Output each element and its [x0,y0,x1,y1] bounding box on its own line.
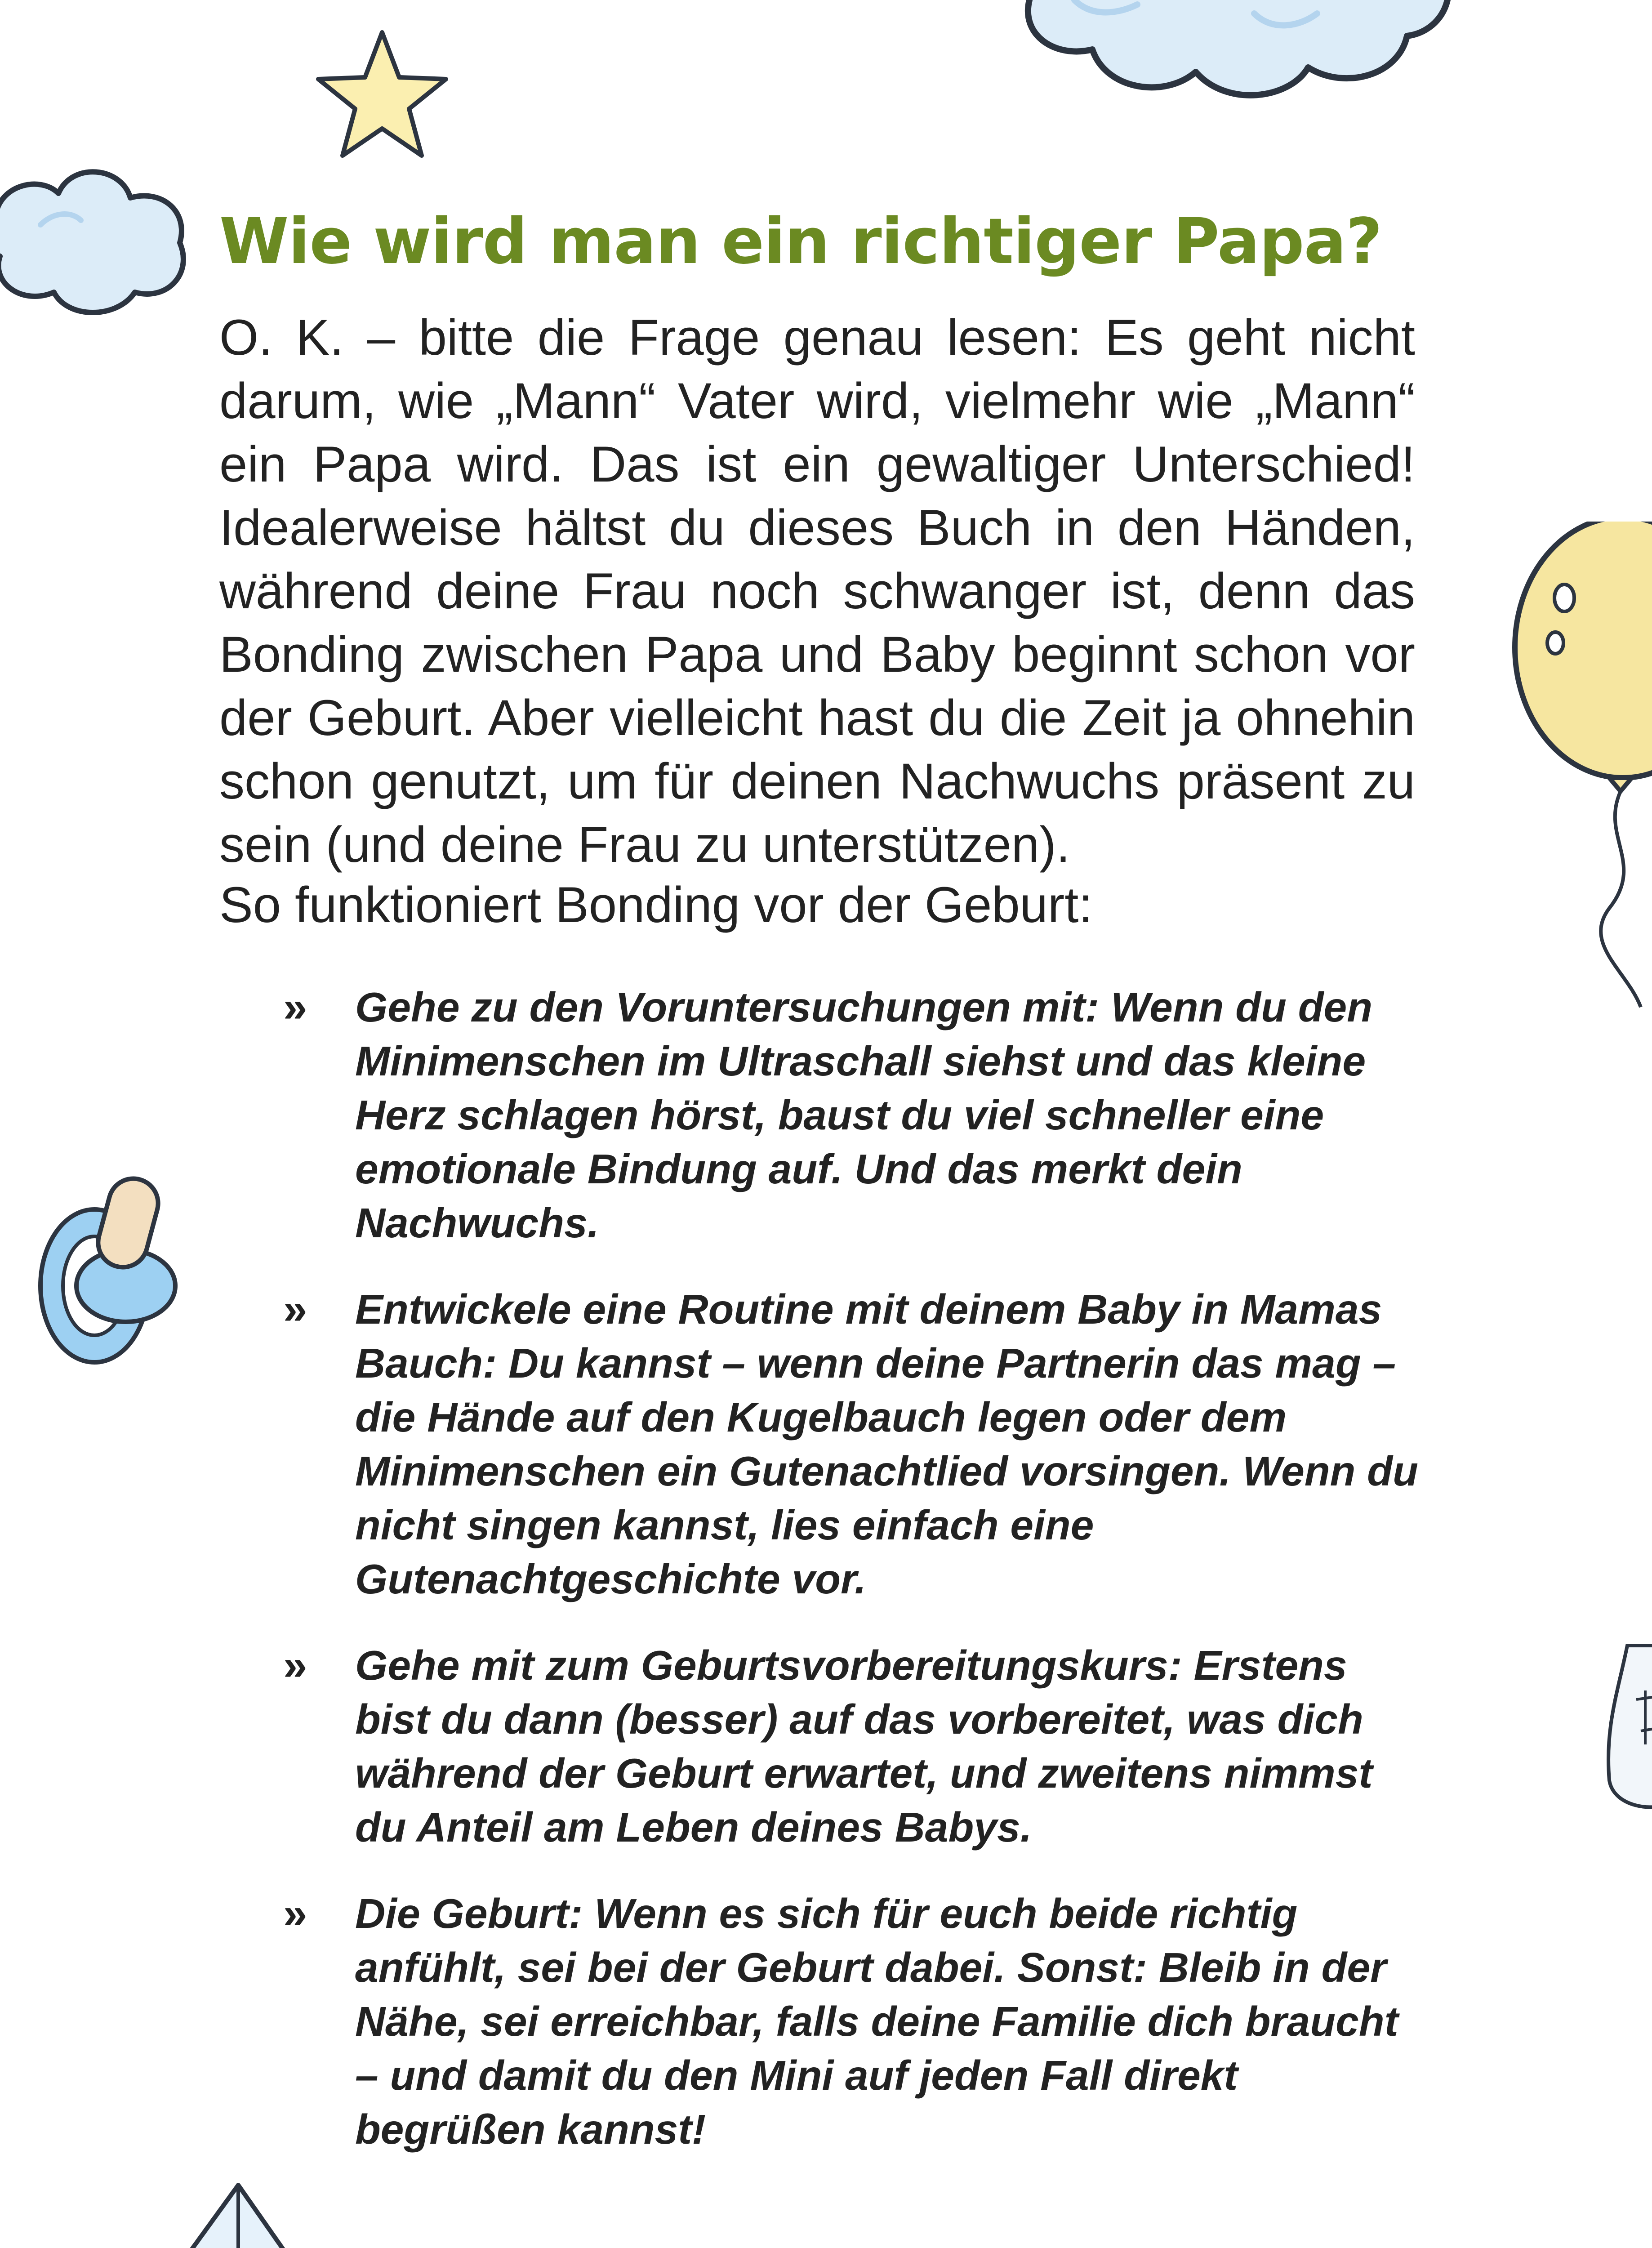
list-item [283,980,1425,1250]
intro-lead-in: So funktioniert Bonding vor der Geburt: [219,877,1093,933]
cloud-left-icon [0,157,193,328]
cloud-top-right-icon [1002,0,1474,121]
list-item-text: Gehe zu den Voruntersuchungen mit: Wenn du den Minimenschen im Ultraschall siehst und das kleine Herz schlagen hörst, baust du viel schneller eine emotionale Bindung auf. Und das merkt dein Nachwuchs. [355,984,1373,1246]
list-item [283,1887,1425,2156]
bottle-icon [1600,1637,1652,1816]
star-icon [315,27,450,162]
bullet-marker: » [283,1889,307,1937]
bullet-marker: » [283,983,307,1031]
list-item-text: Die Geburt: Wenn es sich für euch beide richtig anfühlt, sei bei der Geburt dabei. Sonst: Bleib in der Nähe, sei erreichbar, falls deine Familie dich braucht – und damit du den Mini auf jeden Fall direkt begrüßen kannst! [355,1890,1398,2153]
bullet-marker: » [283,1641,307,1689]
pacifier-icon [18,1169,198,1380]
list-item-text: Gehe mit zum Geburtsvorbereitungskurs: Erstens bist du dann (besser) auf das vorbereitet, was dich während der Geburt erwartet, und zweitens nimmst du Anteil am Leben deines Babys. [355,1642,1373,1851]
intro-paragraph: O. K. – bitte die Frage genau lesen: Es geht nicht darum, wie „Mann“ Vater wird, vielmehr wie „Mann“ ein Papa wird. Das ist ein gewaltiger Unterschied! Idealerweise hältst du dieses Buch in den Händen, während deine Frau noch schwanger ist, denn das Bonding zwischen Papa und Baby beginnt schon vor der Geburt. Aber vielleicht hast du die Zeit ja ohnehin schon genutzt, um für deinen Nachwuchs präsent zu sein (und deine Frau zu unterstützen). [219,309,1415,873]
bonding-tips-list [283,980,1425,2189]
bullet-marker: » [283,1285,307,1333]
list-item-text: Entwickele eine Routine mit deinem Baby in Mamas Bauch: Du kannst – wenn deine Partnerin das mag – die Hände auf den Kugelbauch legen oder dem Minimenschen ein Gutenachtlied vorsingen. Wenn du nicht singen kannst, lies einfach eine Gutenachtgeschichte vor. [355,1286,1418,1602]
page-heading: Wie wird man ein richtiger Papa? [219,205,1382,278]
list-item [283,1282,1425,1606]
list-item [283,1638,1425,1854]
balloon-icon [1510,522,1652,1016]
